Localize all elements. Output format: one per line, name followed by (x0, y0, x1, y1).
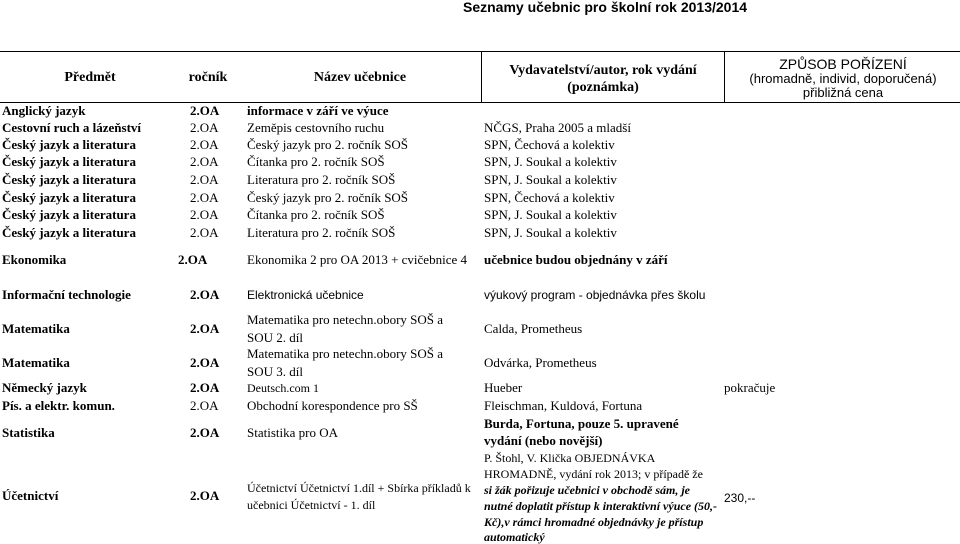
row-publisher: výukový program - objednávka přes školu (484, 288, 706, 302)
row-title: Český jazyk pro 2. ročník SOŠ (247, 137, 409, 152)
row-subject: Matematika (2, 355, 70, 370)
row-publisher: P. Štohl, V. Klička OBJEDNÁVKA (484, 451, 656, 465)
row-title: informace v září ve výuce (247, 103, 389, 118)
row-year: 2.OA (190, 355, 220, 370)
row-year: 2.OA (190, 321, 220, 336)
row-subject: Statistika (2, 425, 55, 440)
row-subject: Německý jazyk (2, 380, 87, 395)
row-title: Matematika pro netechn.obory SOŠ a (247, 346, 444, 361)
page-title: Seznamy učebnic pro školní rok 2013/2014 (463, 0, 748, 15)
row-year: 2.OA (190, 398, 219, 413)
row-year: 2.OA (190, 172, 219, 187)
row-title: SOU 2. díl (247, 330, 303, 345)
row-publisher: si žák pořizuje učebnici v obchodě sám, je (484, 483, 690, 497)
row-year: 2.OA (190, 287, 220, 302)
row-year: 2.OA (190, 425, 220, 440)
row-publisher: SPN, J. Soukal a kolektiv (484, 207, 617, 222)
row-subject: Anglický jazyk (2, 103, 86, 118)
row-subject: Ekonomika (2, 252, 67, 267)
row-title: Zeměpis cestovního ruchu (247, 120, 385, 135)
row-title: Matematika pro netechn.obory SOŠ a (247, 312, 444, 327)
publisher-text: HROMADNĚ, vydání rok 2013; v případě že (484, 467, 703, 481)
header-top-border (0, 51, 960, 52)
row-publisher: SPN, J. Soukal a kolektiv (484, 172, 617, 187)
row-subject: Informační technologie (2, 287, 131, 302)
row-publisher: NČGS, Praha 2005 a mladší (484, 120, 631, 135)
row-year: 2.OA (190, 154, 219, 169)
row-subject: Český jazyk a literatura (2, 225, 136, 240)
row-year: 2.OA (190, 225, 219, 240)
row-subject: Český jazyk a literatura (2, 172, 136, 187)
row-year: 2.OA (190, 380, 220, 395)
row-title: Ekonomika 2 pro OA 2013 + cvičebnice 4 (247, 252, 467, 267)
row-publisher: vydání (nebo novější) (484, 433, 603, 448)
row-title: Literatura pro 2. ročník SOŠ (247, 172, 396, 187)
row-publisher: Fleischman, Kuldová, Fortuna (484, 398, 643, 413)
row-method: 230,-- (724, 491, 756, 505)
row-subject: Cestovní ruch a lázeňství (2, 120, 142, 135)
row-publisher: Burda, Fortuna, pouze 5. upravené (484, 416, 679, 431)
header-year: ročník (188, 70, 228, 85)
row-publisher: SPN, Čechová a kolektiv (484, 190, 615, 205)
header-subject: Předmět (64, 70, 116, 85)
header-book-title: Název učebnice (313, 70, 407, 85)
row-publisher: Calda, Prometheus (484, 321, 583, 336)
row-subject: Český jazyk a literatura (2, 207, 136, 222)
row-subject: Český jazyk a literatura (2, 137, 136, 152)
row-year: 2.OA (190, 120, 219, 135)
row-subject: Český jazyk a literatura (2, 190, 136, 205)
row-method: pokračuje (724, 380, 776, 395)
row-publisher: Hueber (484, 380, 523, 395)
row-subject: Pís. a elektr. komun. (2, 398, 115, 413)
header-bottom-border (0, 102, 960, 103)
row-publisher: SPN, Čechová a kolektiv (484, 137, 615, 152)
row-subject: Matematika (2, 321, 70, 336)
row-title: Statistika pro OA (247, 425, 338, 440)
row-year: 2.OA (190, 190, 219, 205)
row-publisher: Odvárka, Prometheus (484, 355, 597, 370)
row-publisher: Kč),v rámci hromadné objednávky je přístup (484, 515, 704, 529)
row-year: 2.OA (190, 207, 219, 222)
row-publisher: učebnice budou objednány v září (484, 252, 668, 267)
row-title: SOU 3. díl (247, 364, 303, 379)
row-title: Čítanka pro 2. ročník SOŠ (247, 207, 385, 222)
row-title: Obchodní korespondence pro SŠ (247, 398, 418, 413)
row-title: učebnici Účetnictví - 1. díl (247, 498, 376, 512)
header-method: ZPŮSOB POŘÍZENÍ (hromadně, individ, doporučená) přibližná cena (749, 56, 937, 100)
row-title: Elektronická učebnice (247, 288, 364, 302)
row-subject: Český jazyk a literatura (2, 154, 136, 169)
row-publisher: SPN, J. Soukal a kolektiv (484, 225, 617, 240)
row-publisher: automatický (484, 530, 545, 544)
header-divider (724, 51, 725, 103)
row-year: 2.OA (190, 103, 220, 118)
row-title: Deutsch.com 1 (247, 381, 319, 395)
row-year: 2.OA (178, 252, 208, 267)
header-publisher: Vydavatelství/autor, rok vydání (poznámka) (509, 63, 697, 95)
row-publisher (484, 467, 703, 481)
row-title: Literatura pro 2. ročník SOŠ (247, 225, 396, 240)
row-year: 2.OA (190, 488, 220, 503)
row-publisher: SPN, J. Soukal a kolektiv (484, 154, 617, 169)
row-title: Účetnictví Účetnictví 1.díl + Sbírka příkladů k (247, 481, 471, 495)
row-title: Český jazyk pro 2. ročník SOŠ (247, 190, 409, 205)
row-year: 2.OA (190, 137, 219, 152)
row-publisher: nutné doplatit přístup k interaktivní výuce (50,- (484, 499, 718, 513)
row-title: Čítanka pro 2. ročník SOŠ (247, 154, 385, 169)
row-subject: Účetnictví (2, 488, 59, 503)
